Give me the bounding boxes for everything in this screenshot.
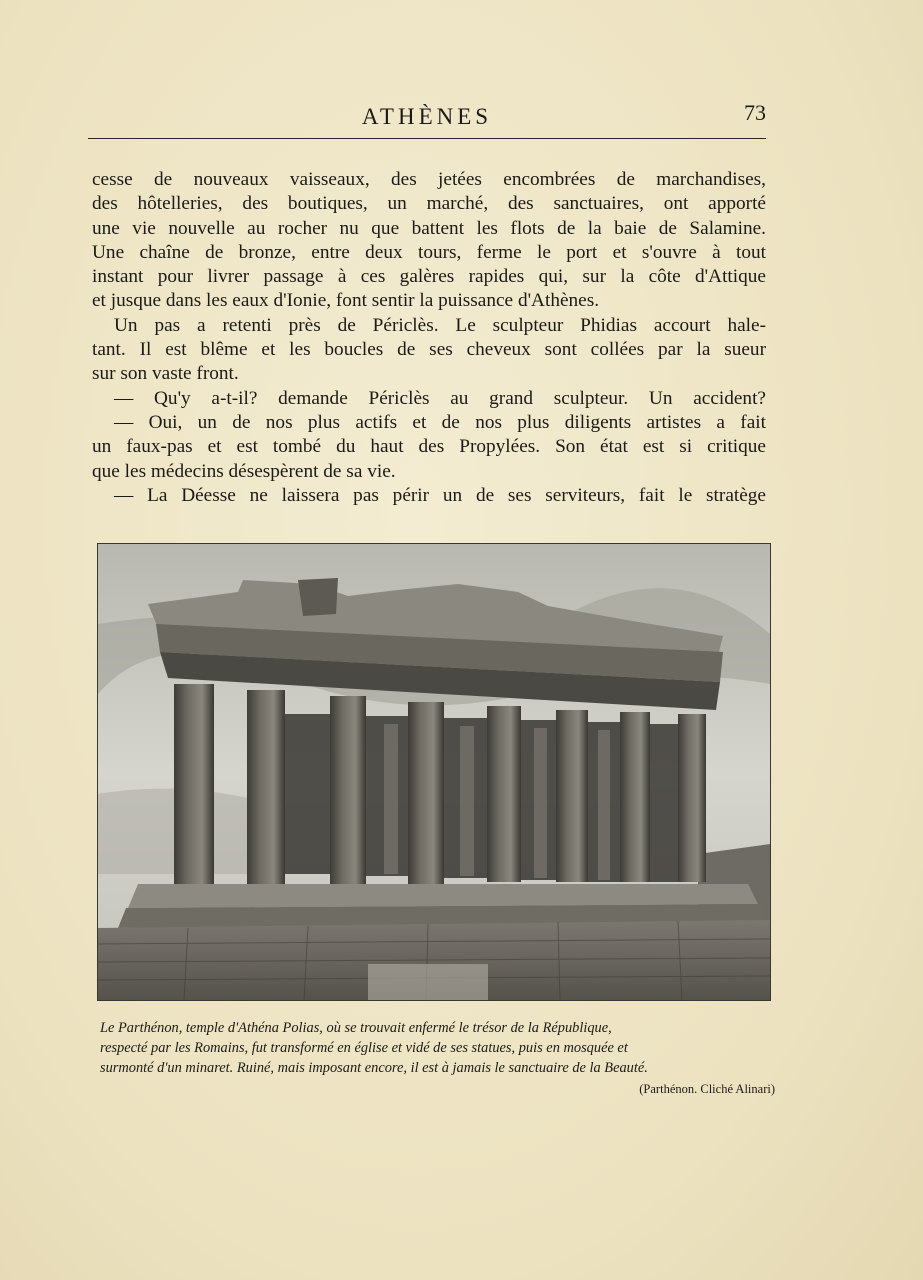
text-line: sur son vaste front. <box>92 363 239 385</box>
photo-credit: (Parthénon. Cliché Alinari) <box>639 1082 775 1096</box>
text-line: Une chaîne de bronze, entre deux tours, ferme le port et s'ouvre à tout <box>92 241 766 263</box>
text-line: — Qu'y a-t-il? demande Périclès au grand sculpteur. Un accident? <box>114 387 766 409</box>
page-number: 73 <box>744 100 766 125</box>
text-line: des hôtelleries, des boutiques, un marché, des sanctuaires, ont apporté <box>92 193 766 215</box>
figure-caption <box>100 1018 778 1078</box>
text-line: un faux-pas et est tombé du haut des Propylées. Son état est si critique <box>92 436 766 458</box>
body-text <box>92 168 766 508</box>
text-line: — Oui, un de nos plus actifs et de nos plus diligents artistes a fait <box>114 411 766 433</box>
text-line: — La Déesse ne laissera pas périr un de ses serviteurs, fait le stratège <box>114 484 766 506</box>
caption-line: respecté par les Romains, fut transformé en église et vidé de ses statues, puis en mosquée et <box>100 1040 628 1056</box>
running-header <box>88 100 766 139</box>
text-line: Un pas a retenti près de Périclès. Le sculpteur Phidias accourt hale- <box>114 314 766 336</box>
text-line: que les médecins désespèrent de sa vie. <box>92 460 396 482</box>
running-title: ATHÈNES <box>361 104 493 129</box>
text-line: et jusque dans les eaux d'Ionie, font sentir la puissance d'Athènes. <box>92 290 600 312</box>
text-line: une vie nouvelle au rocher nu que battent les flots de la baie de Salamine. <box>92 217 766 239</box>
caption-line: surmonté d'un minaret. Ruiné, mais imposant encore, il est à jamais le sanctuaire de la Beauté. <box>100 1060 648 1076</box>
text-line: instant pour livrer passage à ces galères rapides qui, sur la côte d'Attique <box>92 266 766 288</box>
text-line: tant. Il est blême et les boucles de ses cheveux sont collées par la sueur <box>92 339 766 361</box>
text-line: cesse de nouveaux vaisseaux, des jetées encombrées de marchandises, <box>92 169 766 190</box>
caption-line: Le Parthénon, temple d'Athéna Polias, où se trouvait enfermé le trésor de la République, <box>100 1020 612 1036</box>
parthenon-photograph <box>97 543 771 1001</box>
